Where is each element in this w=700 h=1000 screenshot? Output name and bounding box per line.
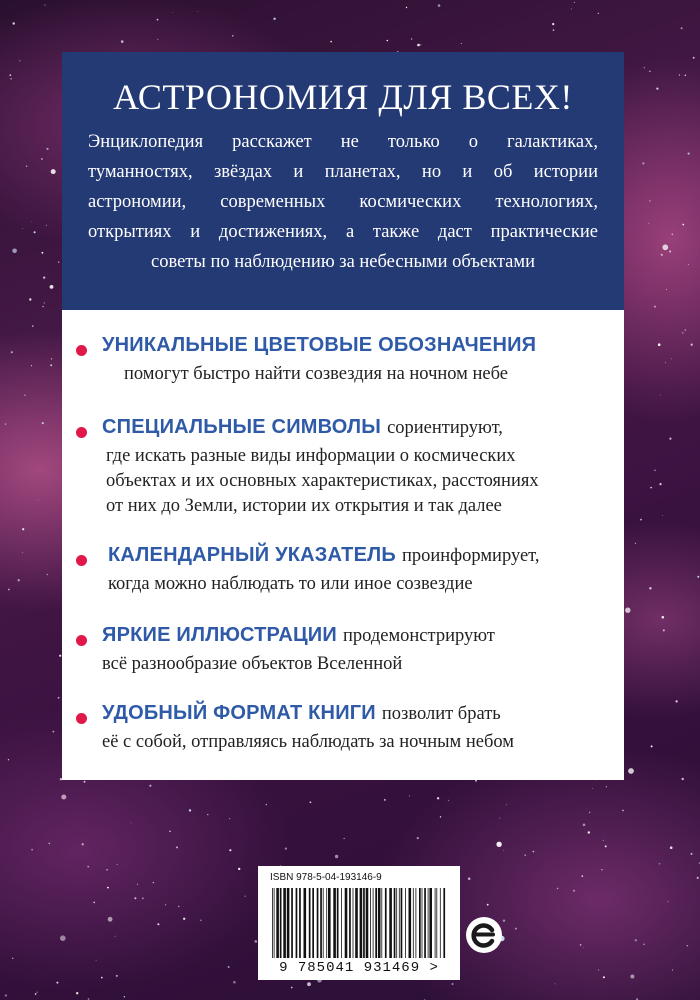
feature-rest: сориентируют, [387,418,503,438]
feature-line: помогут быстро найти созвездия на ночном небе [124,364,509,384]
feature-line: её с собой, отправляясь наблюдать за ночным небом [102,732,515,752]
intro-panel [62,52,624,310]
intro-line: открытиях и достижениях, а также даст практические [88,222,598,242]
feature-line: объектах и их основных характеристиках, расстояниях [106,471,539,491]
feature-line: от них до Земли, истории их открытия и так далее [106,496,502,516]
page-title: АСТРОНОМИЯ ДЛЯ ВСЕХ! [113,77,573,117]
feature-line: когда можно наблюдать то или иное созвездие [108,574,473,594]
features-panel [62,310,624,780]
feature-rest: продемонстрируют [342,626,495,646]
barcode-graphic [270,888,448,958]
isbn-barcode-box [258,866,460,980]
feature-rest: проинформирует, [401,546,540,566]
feature-line: всё разнообразие объектов Вселенной [102,654,403,674]
barcode-digits: 9 785041 931469 > [279,960,439,976]
feature-rest: позволит брать [381,704,501,724]
feature-keyword: УДОБНЫЙ ФОРМАТ КНИГИ [102,702,376,724]
bullet-dot-icon [76,427,87,438]
bullet-dot-icon [76,635,87,646]
feature-keyword: СПЕЦИАЛЬНЫЕ СИМВОЛЫ [102,416,382,438]
intro-line: Энциклопедия расскажет не только о галактиках, [88,132,598,152]
feature-keyword: КАЛЕНДАРНЫЙ УКАЗАТЕЛЬ [108,544,396,566]
bullet-dot-icon [76,713,87,724]
feature-line: где искать разные виды информации о космических [106,446,516,466]
bullet-dot-icon [76,345,87,356]
intro-line: советы по наблюдению за небесными объектами [151,252,535,272]
feature-keyword: ЯРКИЕ ИЛЛЮСТРАЦИИ [102,624,337,646]
isbn-text: ISBN 978-5-04-193146-9 [270,872,382,883]
bullet-dot-icon [76,555,87,566]
feature-keyword: УНИКАЛЬНЫЕ ЦВЕТОВЫЕ ОБОЗНАЧЕНИЯ [102,334,537,356]
intro-line: туманностях, звёздах и планетах, но и об истории [88,162,598,182]
intro-line: астрономии, современных космических технологиях, [88,192,598,212]
publisher-e-icon [466,917,502,953]
publisher-logo [466,917,502,953]
